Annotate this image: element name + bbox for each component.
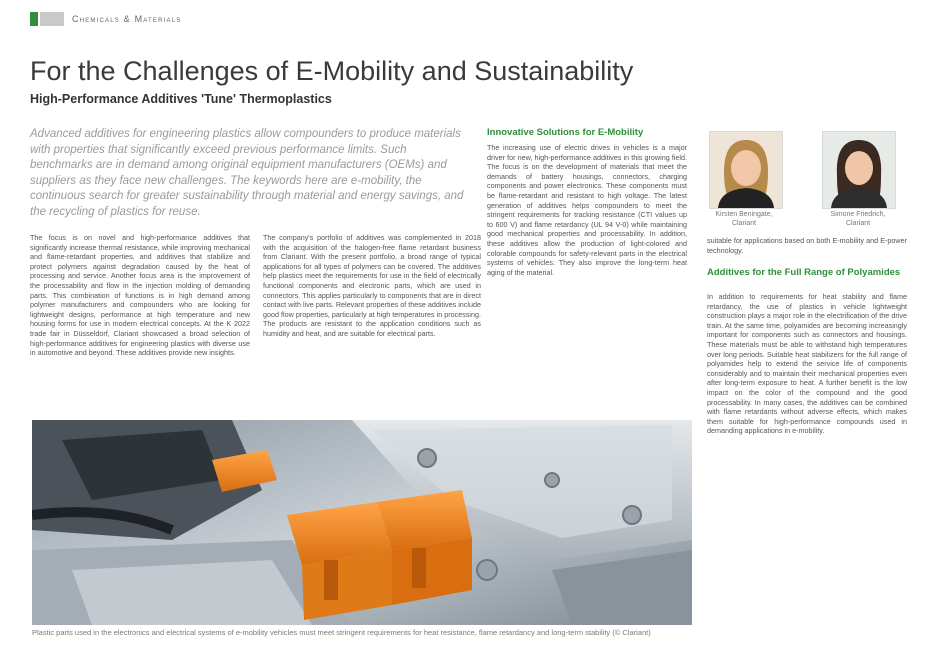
body-column-3: The increasing use of electric drives in vehicles is a major driver for new, high-performance additives in this growing field. The focus is on the development of materials that meet the demands of battery housings, connectors, charging components and power electronics. These components must be flame-retardant and resistant to high voltage. The latest generation of additives helps compounders to meet the stringent requirements for tracking resistance (CTI values up to 600 V) and flame retardancy (UL 94 V-0) while maintaining good mechanical properties and processability. In addition, these additives allow the production of light-colored and colorable compounds for safety-relevant parts in the electrical systems of vehicles. They also improve the long-term heat aging of the material. bbox=[487, 143, 687, 277]
author-caption-1: Kirsten Beningate, Clariant bbox=[715, 211, 773, 227]
author-portrait-2 bbox=[822, 131, 896, 209]
article-lead: Advanced additives for engineering plastics allow compounders to produce materials with properties that significantly exceed previous performance limits. Such benchmarks are in demand among original equipment manufacturers (OEMs) and suppliers as they face new challenges. The keywords here are e-mobility, the continuous search for greater sustainability through material and energy savings, and the recycling of plastics for reuse. bbox=[30, 128, 464, 218]
column-4-heading: Additives for the Full Range of Polyamides bbox=[707, 267, 901, 278]
article-subtitle: High-Performance Additives 'Tune' Thermoplastics bbox=[30, 92, 332, 106]
photo-caption: Plastic parts used in the electronics and electrical systems of e-mobility vehicles must meet stringent requirements for heat resistance, flame retardancy and long-term stability (© Clariant) bbox=[32, 628, 651, 637]
body-column-1: The focus is on novel and high-performance additives that significantly increase thermal resistance, while improving mechanical and flame-retardant properties, and additives that stabilize and protect polymers against degradation caused by the heat of processing and service. Another focus area is the improvement of the processability and flow in the injection molding of demanding parts. This combination of functions is in high demand among polymer manufacturers and compounders who are looking for lightweight designs, performance at high temperature and new housing forms for use in modern electrical concepts. At the K 2022 trade fair in Düsseldorf, Clariant showcased a broad selection of high-performance additives for engineering plastics with diverse use in automotive and beyond. These additives provide new insights. bbox=[30, 233, 250, 358]
body-column-4-top: suitable for applications based on both E-mobility and E-power technology. bbox=[707, 236, 907, 255]
body-column-2: The company's portfolio of additives was complemented in 2018 with the acquisition of the halogen-free flame retardant business from Clariant. With the present portfolio, a broad range of typical applications for all types of polymers can be covered. The additives help plastics meet the requirements for use in the field of electrically functional components and electronic parts, which are used in connectors. This applies particularly to components that are in direct contact with live parts. Relevant properties of these additives include good flow properties, particularly at high temperatures in processing. The products are resistant to the application conditions such as humidity and heat, and are suitable for electrical parts. bbox=[263, 233, 481, 338]
body-column-4: In addition to requirements for heat stability and flame retardancy, the use of plastics in vehicle lightweight construction plays a major role in the electrification of the drive train. At the same time, polyamides are becoming increasingly important for components such as connectors and housings. These materials must be able to withstand high temperatures over long periods. Suitable heat stabilizers for the full range of polyamides help to extend the service life of components considerably and to maintain their mechanical properties even after long-term exposure to heat. A further benefit is the low impact on the color of the compound and the good processability. In many cases, the additives can be combined with flame retardants without adverse effects, which makes them suitable for high-performance compounds used in demanding applications in e-mobility. bbox=[707, 292, 907, 436]
author-caption-2: Simone Friedrich, Clariant bbox=[830, 211, 886, 227]
e-mobility-component-photo bbox=[32, 420, 692, 625]
article-title: For the Challenges of E-Mobility and Sustainability bbox=[30, 56, 634, 86]
section-logo-icon bbox=[30, 12, 64, 26]
author-portrait-1 bbox=[709, 131, 783, 209]
section-tag bbox=[30, 12, 181, 26]
column-3-heading: Innovative Solutions for E-Mobility bbox=[487, 127, 644, 138]
section-label: Chemicals & Materials bbox=[72, 14, 182, 24]
